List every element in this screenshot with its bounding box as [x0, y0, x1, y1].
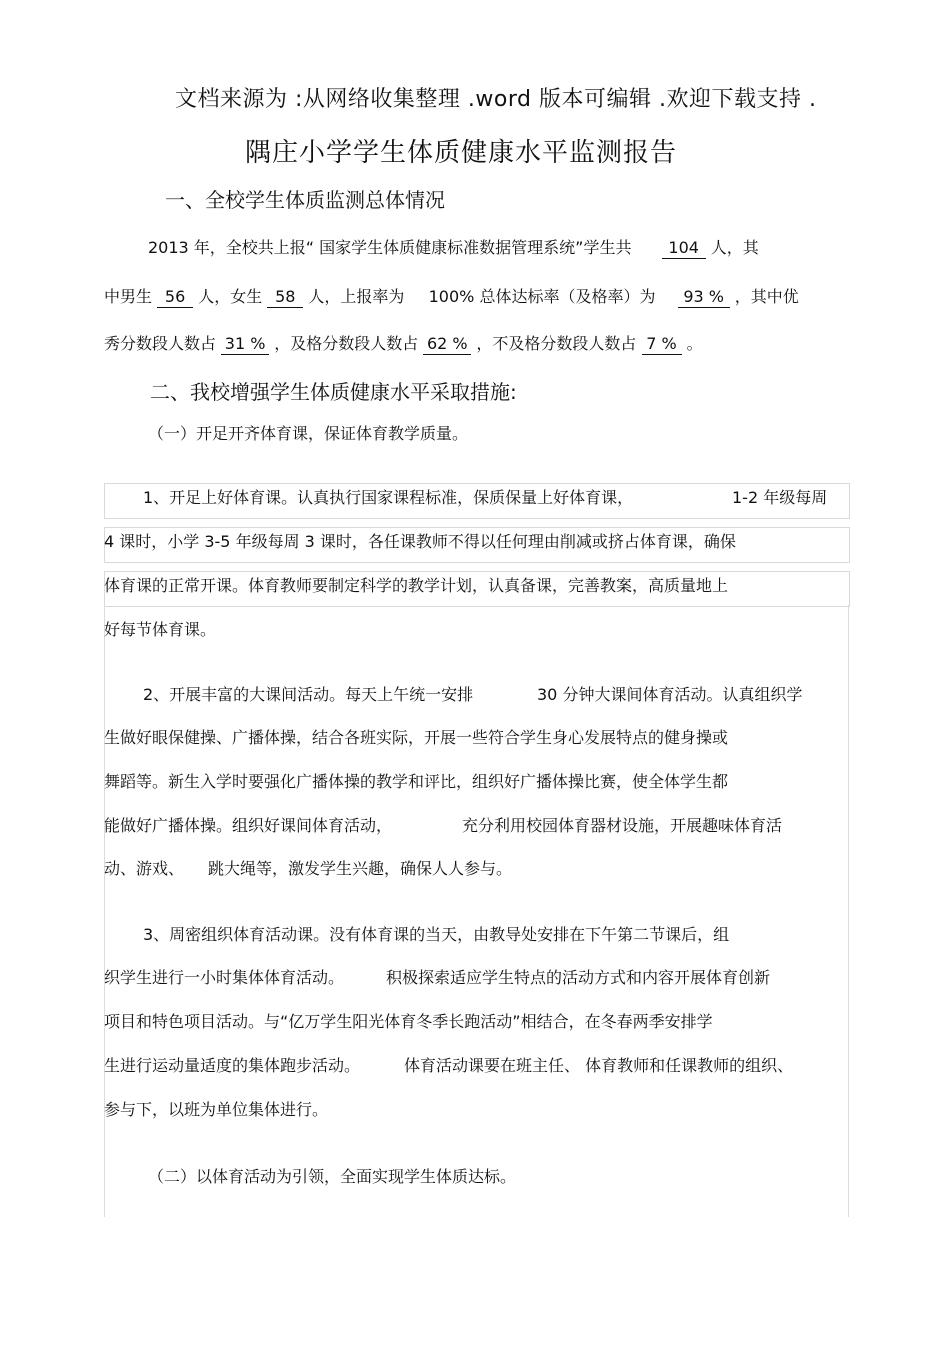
item3-line-4-tail: 体育活动课要在班主任、 体育教师和任课教师的组织、 — [404, 1056, 794, 1075]
qualified-rate-value: 62 % — [423, 334, 471, 355]
girls-count-value: 58 — [267, 287, 303, 308]
text: 中男生 — [104, 287, 153, 306]
item1-line-1 — [143, 488, 633, 508]
text: 人，其 — [710, 238, 759, 257]
source-banner: 文档来源为 :从网络收集整理 .word 版本可编辑 .欢迎下载支持 . — [175, 87, 817, 112]
item3-line-2-tail: 积极探索适应学生特点的活动方式和内容开展体育创新 — [386, 968, 771, 987]
item3-line-1: 3、周密组织体育活动课。没有体育课的当天，由教导处安排在下午第二节课后，组 — [143, 925, 730, 944]
item3-line-4: 生进行运动量适度的集体跑步活动。 — [104, 1056, 361, 1075]
item3-line-5: 参与下，以班为单位集体进行。 — [104, 1100, 329, 1119]
item1-line-2: 4 课时，小学 3-5 年级每周 3 课时，各任课教师不得以任何理由削减或挤占体育课，确保 — [104, 532, 736, 551]
text: ，及格分数段人数占 — [274, 334, 419, 353]
text: ，其中优 — [734, 287, 799, 306]
item2-line-4-tail: 充分利用校园体育器材设施，开展趣味体育活 — [462, 816, 783, 835]
item1-line-3: 体育课的正常开课。体育教师要制定科学的教学计划，认真备课，完善教案，高质量地上 — [104, 576, 729, 595]
item2-line-3: 舞蹈等。新生入学时要强化广播体操的教学和评比，组织好广播体操比赛，使全体学生都 — [104, 772, 729, 791]
fail-rate-value: 7 % — [642, 334, 682, 355]
excellent-rate-value: 31 % — [221, 334, 269, 355]
item2-line-4: 能做好广播体操。组织好课间体育活动， — [104, 816, 393, 835]
total-students-value: 104 — [662, 238, 706, 259]
summary-line-3 — [104, 334, 703, 355]
item2-line-2: 生做好眼保健操、广播体操，结合各班实际，开展一些符合学生身心发展特点的健身操或 — [104, 728, 729, 747]
text: 总体达标率（及格率）为 — [479, 287, 656, 306]
item3-line-3: 项目和特色项目活动。与“亿万学生阳光体育冬季长跑活动”相结合，在冬春两季安排学 — [104, 1012, 713, 1031]
text: 人，女生 — [198, 287, 263, 306]
pass-rate-value: 93 % — [678, 287, 730, 308]
item2-line-1: 2、开展丰富的大课间活动。每天上午统一安排 — [143, 685, 474, 704]
text: ，不及格分数段人数占 — [476, 334, 637, 353]
item1-line-1-tail: 1-2 年级每周 — [732, 488, 828, 507]
item2-line-1-tail: 30 分钟大课间体育活动。认真组织学 — [537, 685, 803, 704]
text: 1、开足上好体育课。认真执行国家课程标准，保质保量上好体育课， — [143, 488, 634, 507]
item2-line-5: 动、游戏、 — [104, 859, 185, 878]
text: 2013 年，全校共上报“ 国家学生体质健康标准数据管理系统”学生共 — [148, 238, 632, 257]
section-heading-2: 二、我校增强学生体质健康水平采取措施: — [150, 380, 517, 404]
text: 。 — [686, 334, 703, 353]
summary-line-1 — [148, 238, 759, 259]
table-left-border — [104, 605, 105, 1217]
section-heading-1: 一、全校学生体质监测总体情况 — [165, 188, 445, 212]
subheading-1: （一）开足开齐体育课，保证体育教学质量。 — [148, 424, 469, 443]
boys-count-value: 56 — [157, 287, 193, 308]
page-title: 隅庄小学学生体质健康水平监测报告 — [245, 138, 678, 168]
item1-line-4: 好每节体育课。 — [104, 620, 217, 639]
summary-line-2 — [104, 287, 799, 308]
table-right-border — [848, 605, 849, 1217]
item3-line-2: 织学生进行一小时集体体育活动。 — [104, 968, 345, 987]
subheading-2: （二）以体育活动为引领，全面实现学生体质达标。 — [148, 1167, 517, 1186]
report-rate-value: 100% — [428, 287, 475, 306]
item2-line-5-tail: 跳大绳等，激发学生兴趣，确保人人参与。 — [208, 859, 513, 878]
text: 人，上报率为 — [308, 287, 405, 306]
text: 秀分数段人数占 — [104, 334, 217, 353]
